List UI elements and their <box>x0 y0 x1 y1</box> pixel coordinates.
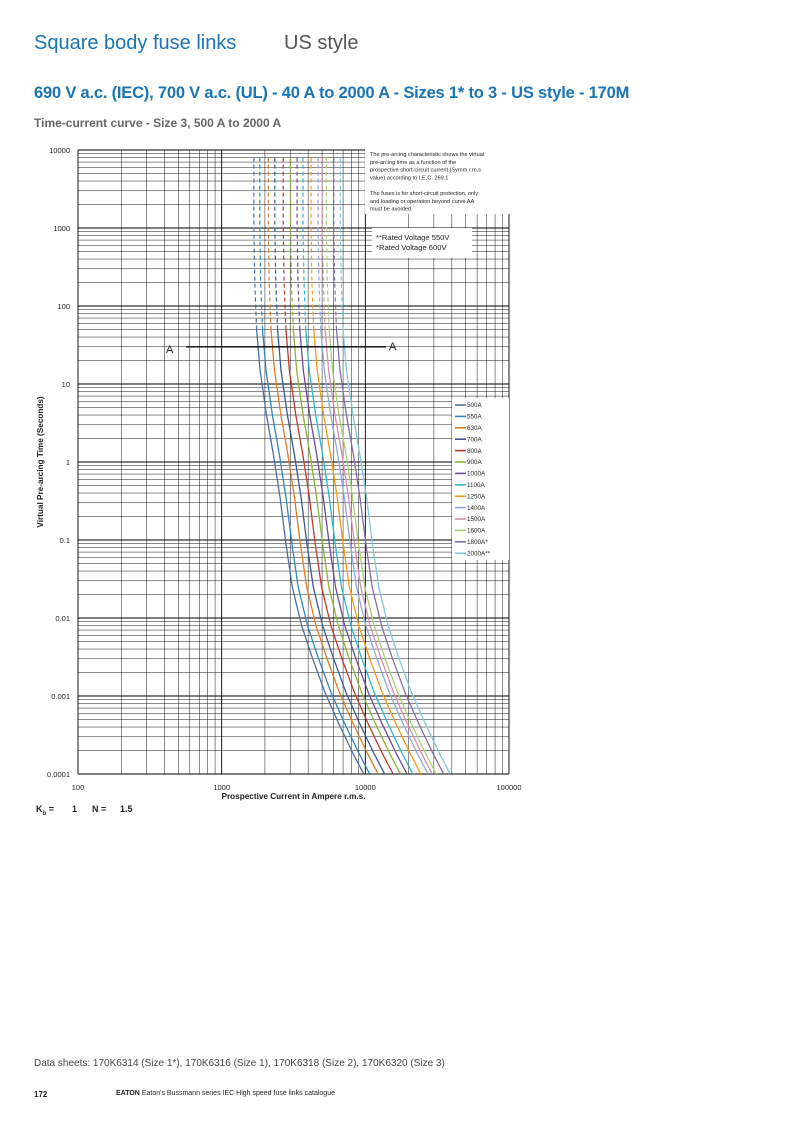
series-curve-dashed <box>283 158 286 330</box>
y-tick-label: 10 <box>61 380 70 389</box>
note-text: The pre-arcing characteristic shows the virtual <box>370 152 485 158</box>
brand-line: EATON Eaton's Bussmann series IEC High speed fuse links catalogue <box>116 1090 335 1097</box>
legend-label: 1100A <box>467 482 485 489</box>
series-curve-dashed <box>297 158 300 330</box>
y-tick-label: 1000 <box>53 224 70 233</box>
note-text: The fuses is for short-circuit protection, only <box>370 191 479 197</box>
legend-label: 1250A <box>467 493 486 501</box>
y-tick-label: 0.1 <box>59 536 70 545</box>
aa-label-right: A <box>389 340 397 353</box>
y-tick-label: 0.001 <box>51 692 70 701</box>
note-text: prospective short-circuit current (Symm r.m.s <box>370 167 481 174</box>
note-text: and loading or operation beyond curve AA <box>370 198 475 205</box>
series-curve-dashed <box>291 158 294 330</box>
series-curve-dashed <box>340 158 343 330</box>
x-tick-label: 100000 <box>496 783 522 792</box>
note-text: value) according to I.E.C. 269.1 <box>370 175 449 182</box>
legend-label: 1400A <box>467 504 486 512</box>
legend-label: 1600A <box>467 527 486 535</box>
n-label: N = <box>92 804 107 814</box>
legend-label: 900A <box>467 459 482 467</box>
x-tick-label: 100 <box>71 783 85 792</box>
y-tick-label: 0.01 <box>55 614 70 623</box>
note-text: pre-arcing time as a function of the <box>370 159 457 166</box>
legend-label: 2000A** <box>467 550 491 558</box>
series-curve-dashed <box>303 158 306 330</box>
series-curve-dashed <box>254 158 257 330</box>
series-curve-dashed <box>275 158 278 330</box>
legend-label: 1000A <box>467 470 486 478</box>
aa-label-left: A <box>166 343 174 356</box>
legend-label: 800A <box>467 447 482 455</box>
series-curve-dashed <box>311 158 314 330</box>
y-axis-title: Virtual Pre-arcing Time (Seconds) <box>36 396 45 528</box>
legend-label: 1800A* <box>467 539 488 546</box>
legend-label: 550A <box>467 413 482 421</box>
y-tick-label: 10000 <box>49 146 70 155</box>
x-tick-label: 10000 <box>354 783 376 792</box>
series-curve-dashed <box>318 158 321 330</box>
legend-box <box>452 398 509 560</box>
page-number: 172 <box>34 1090 48 1099</box>
note-text: must be avoided. <box>370 206 413 213</box>
curve-title: Time-current curve - Size 3, 500 A to 2000 A <box>34 116 282 130</box>
series-curve-dashed <box>260 158 263 330</box>
y-tick-label: 1 <box>65 458 70 467</box>
series-curve-dashed <box>268 158 271 330</box>
kb-label: $K_b$ = <box>36 804 54 817</box>
y-tick-label: 0.0001 <box>47 770 70 779</box>
x-axis-title: Prospective Current in Ampere r.m.s. <box>221 792 366 801</box>
legend-label: 700A <box>467 436 482 444</box>
legend-label: 1500A <box>467 516 486 524</box>
style-label: US style <box>284 32 359 54</box>
page-title: Square body fuse links <box>34 32 237 54</box>
series-curve-dashed <box>326 158 329 330</box>
legend-label: 500A <box>467 402 482 410</box>
x-tick-label: 1000 <box>213 783 231 792</box>
legend-label: 630A <box>467 425 482 432</box>
n-value: 1.5 <box>120 804 133 814</box>
series-curve-dashed <box>322 158 325 330</box>
y-tick-label: 100 <box>57 302 70 311</box>
product-subtitle: 690 V a.c. (IEC), 700 V a.c. (UL) - 40 A to 2000 A - Sizes 1* to 3 - US style - 170M <box>34 84 630 102</box>
voltage-note: **Rated Voltage 550V <box>376 233 450 242</box>
data-sheets-note: Data sheets: 170K6314 (Size 1*), 170K6316 (Size 1), 170K6318 (Size 2), 170K6320 (Size 3) <box>34 1058 445 1069</box>
voltage-note: *Rated Voltage 600V <box>376 243 447 252</box>
series-curve-dashed <box>334 158 337 330</box>
kb-value: 1 <box>72 804 78 814</box>
